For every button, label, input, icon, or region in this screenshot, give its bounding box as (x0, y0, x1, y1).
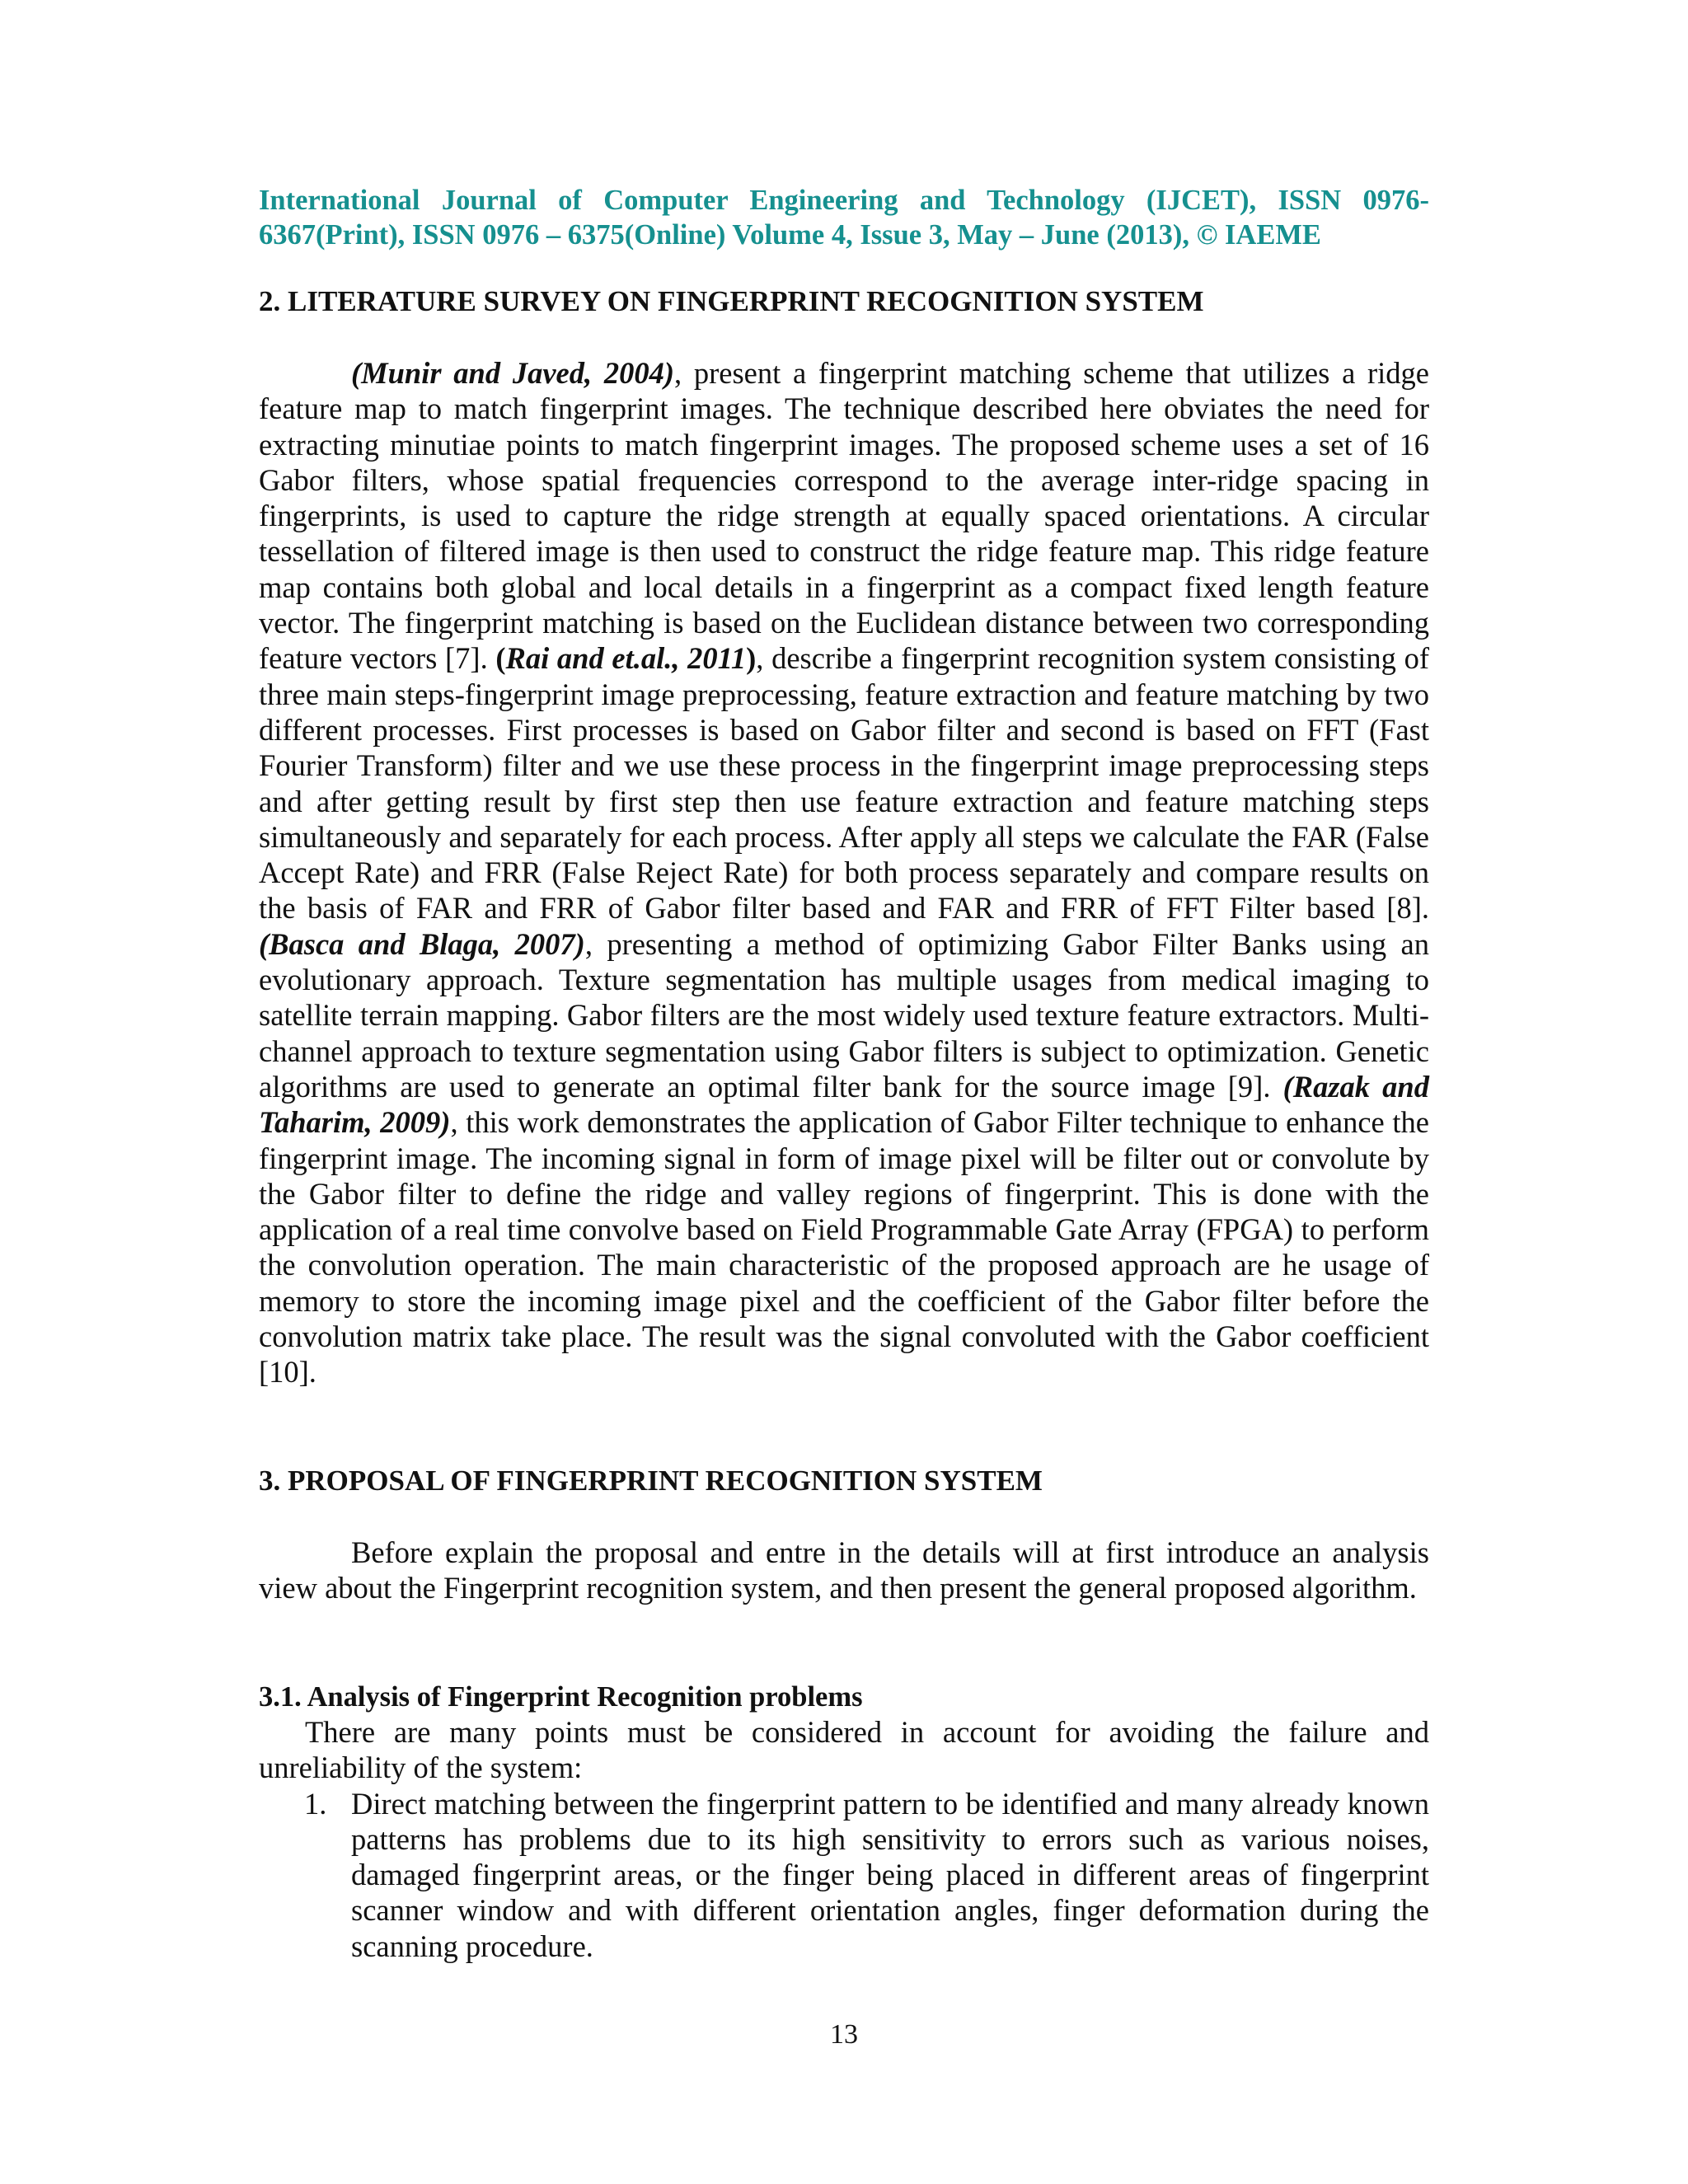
subsection-3-1-heading: 3.1. Analysis of Fingerprint Recognition problems (259, 1681, 863, 1713)
section-3-intro (259, 1535, 1429, 1606)
section-3-intro-paragraph: Before explain the proposal and entre in the details will at first introduce an analysis view about the Fingerprint recognition system, and then present the general proposed algorithm. (259, 1535, 1429, 1605)
paragraph-text-4: , this work demonstrates the application of Gabor Filter technique to enhance the fingerprint image. The incoming signal in form of image pixel will be filter out or convolute by the Gabor filter to define the ridge and valley regions of fingerprint. This is done with the application of a real time convolve based on Field Programmable Gate Array (FPGA) to perform the convolution operation. The main characteristic of the proposed approach are he usage of memory to store the incoming image pixel and the coefficient of the Gabor filter before the convolution matrix take place. The result was the signal convoluted with the Gabor coefficient [10]. (259, 1105, 1429, 1390)
literature-survey-paragraph (259, 355, 1429, 1390)
citation-munir-javed: (Munir and Javed, 2004) (351, 356, 674, 390)
subsection-3-1-intro: There are many points must be considered in account for avoiding the failure and unreliability of the system: (259, 1715, 1429, 1785)
section-3-heading: 3. PROPOSAL OF FINGERPRINT RECOGNITION SYSTEM (259, 1465, 1043, 1497)
section-2-heading: 2. LITERATURE SURVEY ON FINGERPRINT RECOGNITION SYSTEM (259, 285, 1204, 317)
paragraph-text-3: , presenting a method of optimizing Gabor Filter Banks using an evolutionary approach. Texture segmentation has multiple usages from medical imaging to satellite terrain mapping. Gabor filters are the most widely used texture feature extractors. Multi-channel approach to texture segmentation using Gabor filters is subject to optimization. Genetic algorithms are used to generate an optimal filter bank for the source image [9]. (259, 926, 1429, 1104)
citation-basca-blaga: (Basca and Blaga, 2007) (259, 926, 585, 961)
list-item-number: 1. (304, 1786, 327, 1821)
list-item-text: Direct matching between the fingerprint pattern to be identified and many already known patterns has problems due to its high sensitivity to errors such as various noises, damaged fingerprint areas, or the finger being placed in different areas of fingerprint scanner window and with different orientation angles, finger deformation during the scanning procedure. (351, 1786, 1429, 1963)
list-item (259, 1786, 1429, 1964)
citation-razak-taharim: (Razak and Taharim, 2009) (259, 1069, 1429, 1140)
page-number: 13 (830, 2019, 858, 2050)
subsection-3-1-body (259, 1714, 1429, 1964)
section-2-body (259, 355, 1429, 1390)
journal-header: International Journal of Computer Engineering and Technology (IJCET), ISSN 0976-6367(Print), ISSN 0976 – 6375(Online) Volume 4, Issue 3, May – June (2013), © IAEME (259, 185, 1429, 251)
citation-rai-open: ( (495, 641, 506, 676)
citation-rai: Rai and et.al., 2011 (505, 641, 747, 676)
paragraph-text-2: , describe a fingerprint recognition system consisting of three main steps-fingerprint image preprocessing, feature extraction and feature matching by two different processes. First processes is based on Gabor filter and second is based on FFT (Fast Fourier Transform) filter and we use these process in the fingerprint image preprocessing steps and after getting result by first step then use feature extraction and feature matching steps simultaneously and separately for each process. After apply all steps we calculate the FAR (False Accept Rate) and FRR (False Reject Rate) for both process separately and compare results on the basis of FAR and FRR of Gabor filter based and FAR and FRR of FFT Filter based [8]. (259, 641, 1429, 926)
citation-rai-close: ) (746, 641, 757, 676)
paragraph-text-1: , present a fingerprint matching scheme that utilizes a ridge feature map to match fingerprint images. The technique described here obviates the need for extracting minutiae points to match fingerprint images. The proposed scheme uses a set of 16 Gabor filters, whose spatial frequencies correspond to the average inter-ridge spacing in fingerprints, is used to capture the ridge strength at equally spaced orientations. A circular tessellation of filtered image is then used to construct the ridge feature map. This ridge feature map contains both global and local details in a fingerprint as a compact fixed length feature vector. The fingerprint matching is based on the Euclidean distance between two corresponding feature vectors [7]. (259, 356, 1429, 676)
